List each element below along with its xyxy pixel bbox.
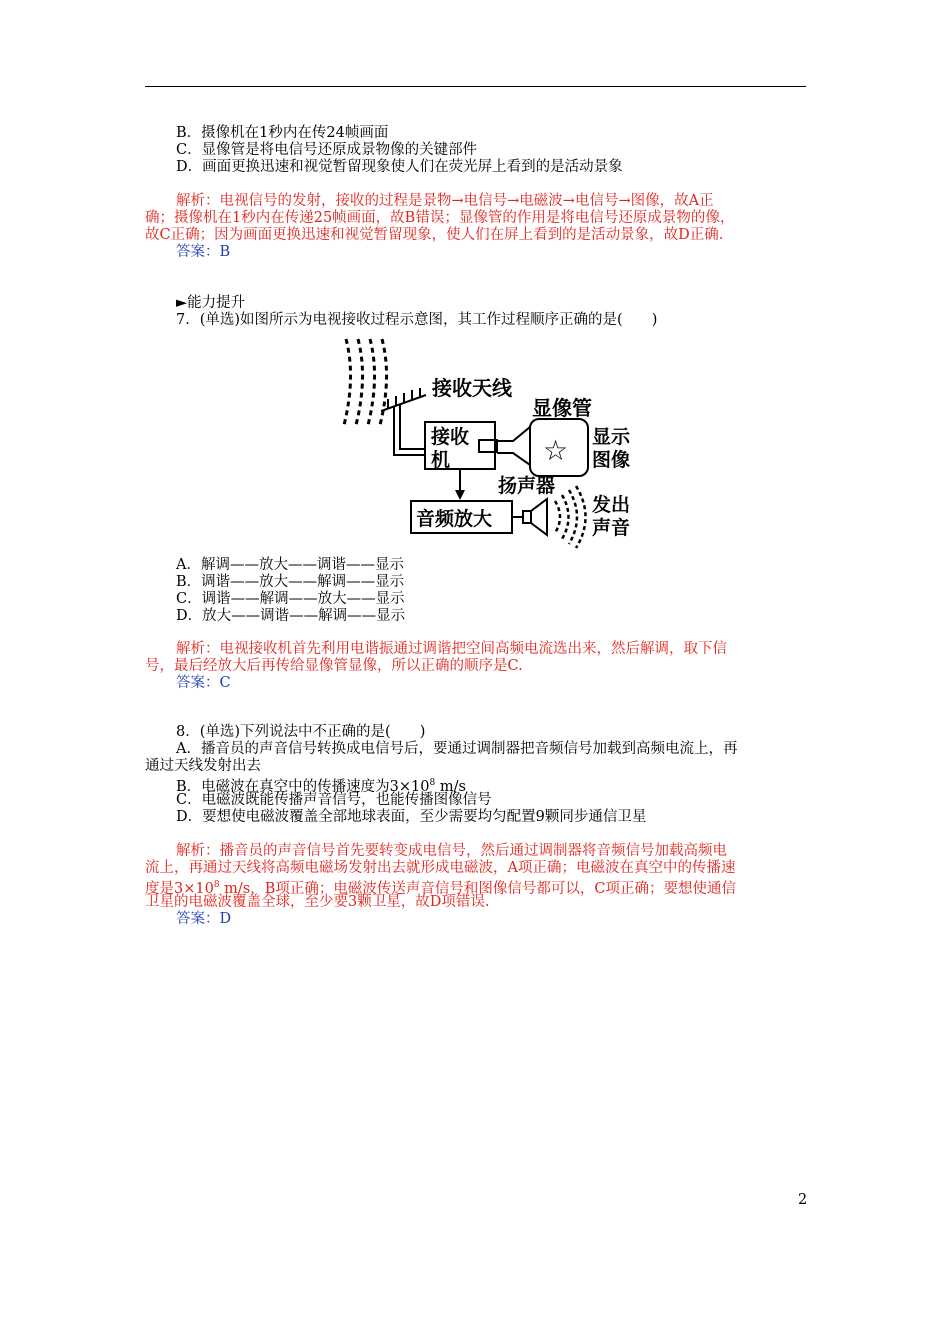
- q8-option-d: D．要想使电磁波覆盖全部地球表面，至少需要均匀配置9颗同步通信卫星: [176, 809, 647, 825]
- q8-answer: 答案：D: [176, 911, 232, 927]
- q6-analysis-line-3: 故C正确；因为画面更换迅速和视觉暂留现象，使人们在屏上看到的是活动景象，故D正确.: [145, 227, 724, 243]
- q7-analysis-line-2: 号，最后经放大后再传给显像管显像，所以正确的顺序是C.: [145, 658, 523, 674]
- section-title: ►能力提升: [176, 295, 246, 311]
- display-label-2: 图像: [592, 449, 631, 471]
- audio-amplifier-label: 音频放大: [416, 508, 493, 530]
- q6-option-b: B．摄像机在1秒内在传24帧画面: [176, 125, 389, 141]
- speaker-icon: [512, 499, 547, 535]
- receiver-label-2: 机: [431, 449, 451, 471]
- q7-option-d: D．放大——调谐——解调——显示: [176, 608, 406, 624]
- receiver-label-1: 接收: [431, 426, 470, 448]
- q8-analysis-text: 度是3×10: [145, 880, 214, 897]
- q8-analysis-text-rest: m/s，B项正确；电磁波传送声音信号和图像信号都可以，C项正确；要想使通信: [219, 880, 736, 897]
- q8-option-c: C．电磁波既能传播声音信号，也能传播图像信号: [176, 792, 492, 808]
- speaker-label: 扬声器: [498, 475, 556, 497]
- q7-analysis-line-1: 解析：电视接收机首先利用电谐振通过调谐把空间高频电流选出来，然后解调，取下信: [176, 641, 727, 657]
- q8-analysis-line-2: 流上，再通过天线将高频电磁场发射出去就形成电磁波，A项正确；电磁波在真空中的传播速: [145, 860, 736, 876]
- q6-answer: 答案：B: [176, 244, 231, 260]
- display-label-1: 显示: [592, 426, 631, 448]
- sound-label-2: 声音: [592, 517, 631, 539]
- q8-analysis-line-4: 卫星的电磁波覆盖全球，至少要3颗卫星，故D项错误.: [145, 894, 490, 910]
- header-rule: [145, 86, 806, 87]
- antenna-label: 接收天线: [432, 376, 512, 400]
- q8-option-b-text: B．电磁波在真空中的传播速度为3×10: [176, 778, 430, 795]
- q6-option-c: C．显像管是将电信号还原成景物像的关键部件: [176, 142, 478, 158]
- q8-stem: 8．(单选)下列说法中不正确的是( ): [176, 724, 426, 740]
- sound-waves: [555, 486, 586, 548]
- q8-analysis-exponent: 8: [213, 880, 220, 890]
- q8-analysis-line-1: 解析：播音员的声音信号首先要转变成电信号，然后通过调制器将音频信号加载高频电: [176, 843, 727, 859]
- down-arrow-icon: [455, 469, 465, 500]
- antenna-icon: [381, 388, 428, 455]
- sound-label-1: 发出: [592, 494, 631, 516]
- radio-waves: [344, 339, 387, 425]
- q7-option-a: A．解调——放大——调谐——显示: [176, 557, 404, 573]
- q6-option-d: D．画面更换迅速和视觉暂留现象使人们在荧光屏上看到的是活动景象: [176, 159, 623, 175]
- q8-option-b-unit: m/s: [435, 778, 466, 795]
- q6-analysis-line-1: 解析：电视信号的发射，接收的过程是景物→电信号→电磁波→电信号→图像，故A正: [176, 193, 714, 209]
- q7-answer: 答案：C: [176, 675, 231, 691]
- star-icon: ☆: [543, 434, 569, 467]
- q6-analysis-line-2: 确；摄像机在1秒内在传递25帧画面，故B错误；显像管的作用是将电信号还原成景物的像，: [145, 210, 735, 226]
- q8-option-a-line-2: 通过天线发射出去: [145, 758, 261, 774]
- tv-reception-diagram: [334, 333, 644, 551]
- q8-option-a-line-1: A．播音员的声音信号转换成电信号后，要通过调制器把音频信号加载到高频电流上，再: [176, 741, 738, 757]
- q7-option-c: C．调谐——解调——放大——显示: [176, 591, 405, 607]
- q7-stem: 7．(单选)如图所示为电视接收过程示意图，其工作过程顺序正确的是( ): [176, 312, 658, 328]
- page-number: 2: [798, 1192, 808, 1208]
- q8-option-b-exponent: 8: [429, 778, 436, 788]
- q7-option-b: B．调谐——放大——解调——显示: [176, 574, 405, 590]
- picture-tube-label: 显像管: [532, 396, 592, 420]
